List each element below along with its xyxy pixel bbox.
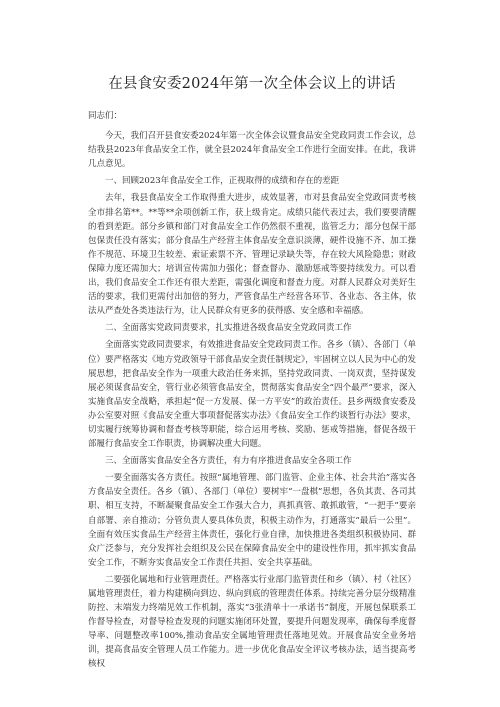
document-title: 在县食安委2024年第一次全体会议上的讲话 xyxy=(108,76,396,92)
section-heading-3: 三、全面落实食品安全各方责任，有力有序推进食品安全各项工作 xyxy=(105,456,352,467)
paragraph-territorial: 二要强化属地和行业管理责任。严格落实行业部门监管责任和乡（镇）、村（社区）属地管理责任，着力构建横向到边、纵向到底的管理责任体系。持续完善分层分级精准防控、末端发力终端见效工作机制，落实“3张清单十一承诺书”制度，开展包保联系工作督导检查，对督导检查发现的问题实施闭环处置，要提升问题发现率，确保每季度督导率、问题整改率100%,推动食品安全属地管理责任落地见效。开展食品安全业务培训，提高食品安全管理人员工作能力。进一步优化食品安全评议考核办法，适当提高考核权 xyxy=(88,574,416,670)
paragraph-all-parties: 一要全面落实各方责任。按照“属地管理、部门监管、企业主体、社会共治”落实各方食品安全责任。各乡（镇）、各部门（单位）要树牢“一盘棋”思想，各负其责、各司其职、相互支持，不断凝聚食品安全工作强大合力，真抓真管、敢抓敢管，“一把手”要亲自部署、亲自推动；分管负责人要具体负责，积极主动作为，打通落实“最后一公里”。全面有效压实食品生产经营主体责任，强化行业自律，加快推进各类组织积极协同、群众广泛参与，充分发挥社会组织及公民在保障食品安全中的建设性作用，抓牢抓实食品安全工作，不断夯实食品安全工作责任共担、安全共享基础。 xyxy=(88,473,416,568)
section-heading-1: 一、回顾2023年食品安全工作，正视取得的成绩和存在的差距 xyxy=(105,176,340,187)
section-heading-2: 二、全面落实党政同责要求，扎实推进各级食品安全党政同责工作 xyxy=(105,323,352,334)
greeting: 同志们： xyxy=(88,111,123,121)
paragraph-responsibility: 全面落实党政同责要求，有效推进食品安全党政同责工作。各乡（镇）、各部门（单位）要严格落实《地方党政领导干部食品安全责任制规定》，牢固树立以人民为中心的发展思想，把食品安全作为一项重大政治任务来抓，坚持党政同责、一岗双责，坚持谋发展必须谋食品安全，管行业必须管食品安全，贯彻落实食品安全“四个最严”要求，深入实施食品安全战略，承担起“促一方发展、保一方平安”的政治责任。县乡两级食安委及办公室要对照《食品安全重大事项督促落实办法》《食品安全工作约谈暂行办法》要求，切实履行统筹协调和督查考核等职能，综合运用考核、奖励、惩戒等措施，督促各级干部履行食品安全工作职责，协调解决重大问题。 xyxy=(88,340,416,450)
paragraph-review: 去年，我县食品安全工作取得重大进步，成效显著，市对县食品安全党政同责考核全市排名第**。**等**余项创新工作，获上级肯定。成绩只能代表过去，我们要要清醒的看到差距。部分乡镇和部门对食品安全工作仍然很不重视，监管乏力；部分包保干部包保责任没有落实；部分食品生产经营主体食品安全意识淡薄，硬件设施不齐、加工操作不规范、环境卫生较差、索证索票不齐、管理记录缺失等，存在较大风险隐患；财政保障力度还需加大；培训宣传需加力强化；督查督办、激励惩戒等要持续发力。可以看出，我们食品安全工作还有很大差距，需强化调度和督查力度。对群人民群众对美好生活的要求，我们更需付出加倍的努力，严管食品生产经营各环节、各业态、各主体，依法从严查处各类违法行为，让人民群众有更多的获得感、安全感和幸福感。 xyxy=(88,193,416,317)
paragraph-intro: 今天，我们召开县食安委2024年第一次全体会议暨食品安全党政同责工作会议，总结我县2023年食品安全工作，就全县2024年食品安全工作进行全面安排。在此，我讲几点意见。 xyxy=(88,131,416,170)
